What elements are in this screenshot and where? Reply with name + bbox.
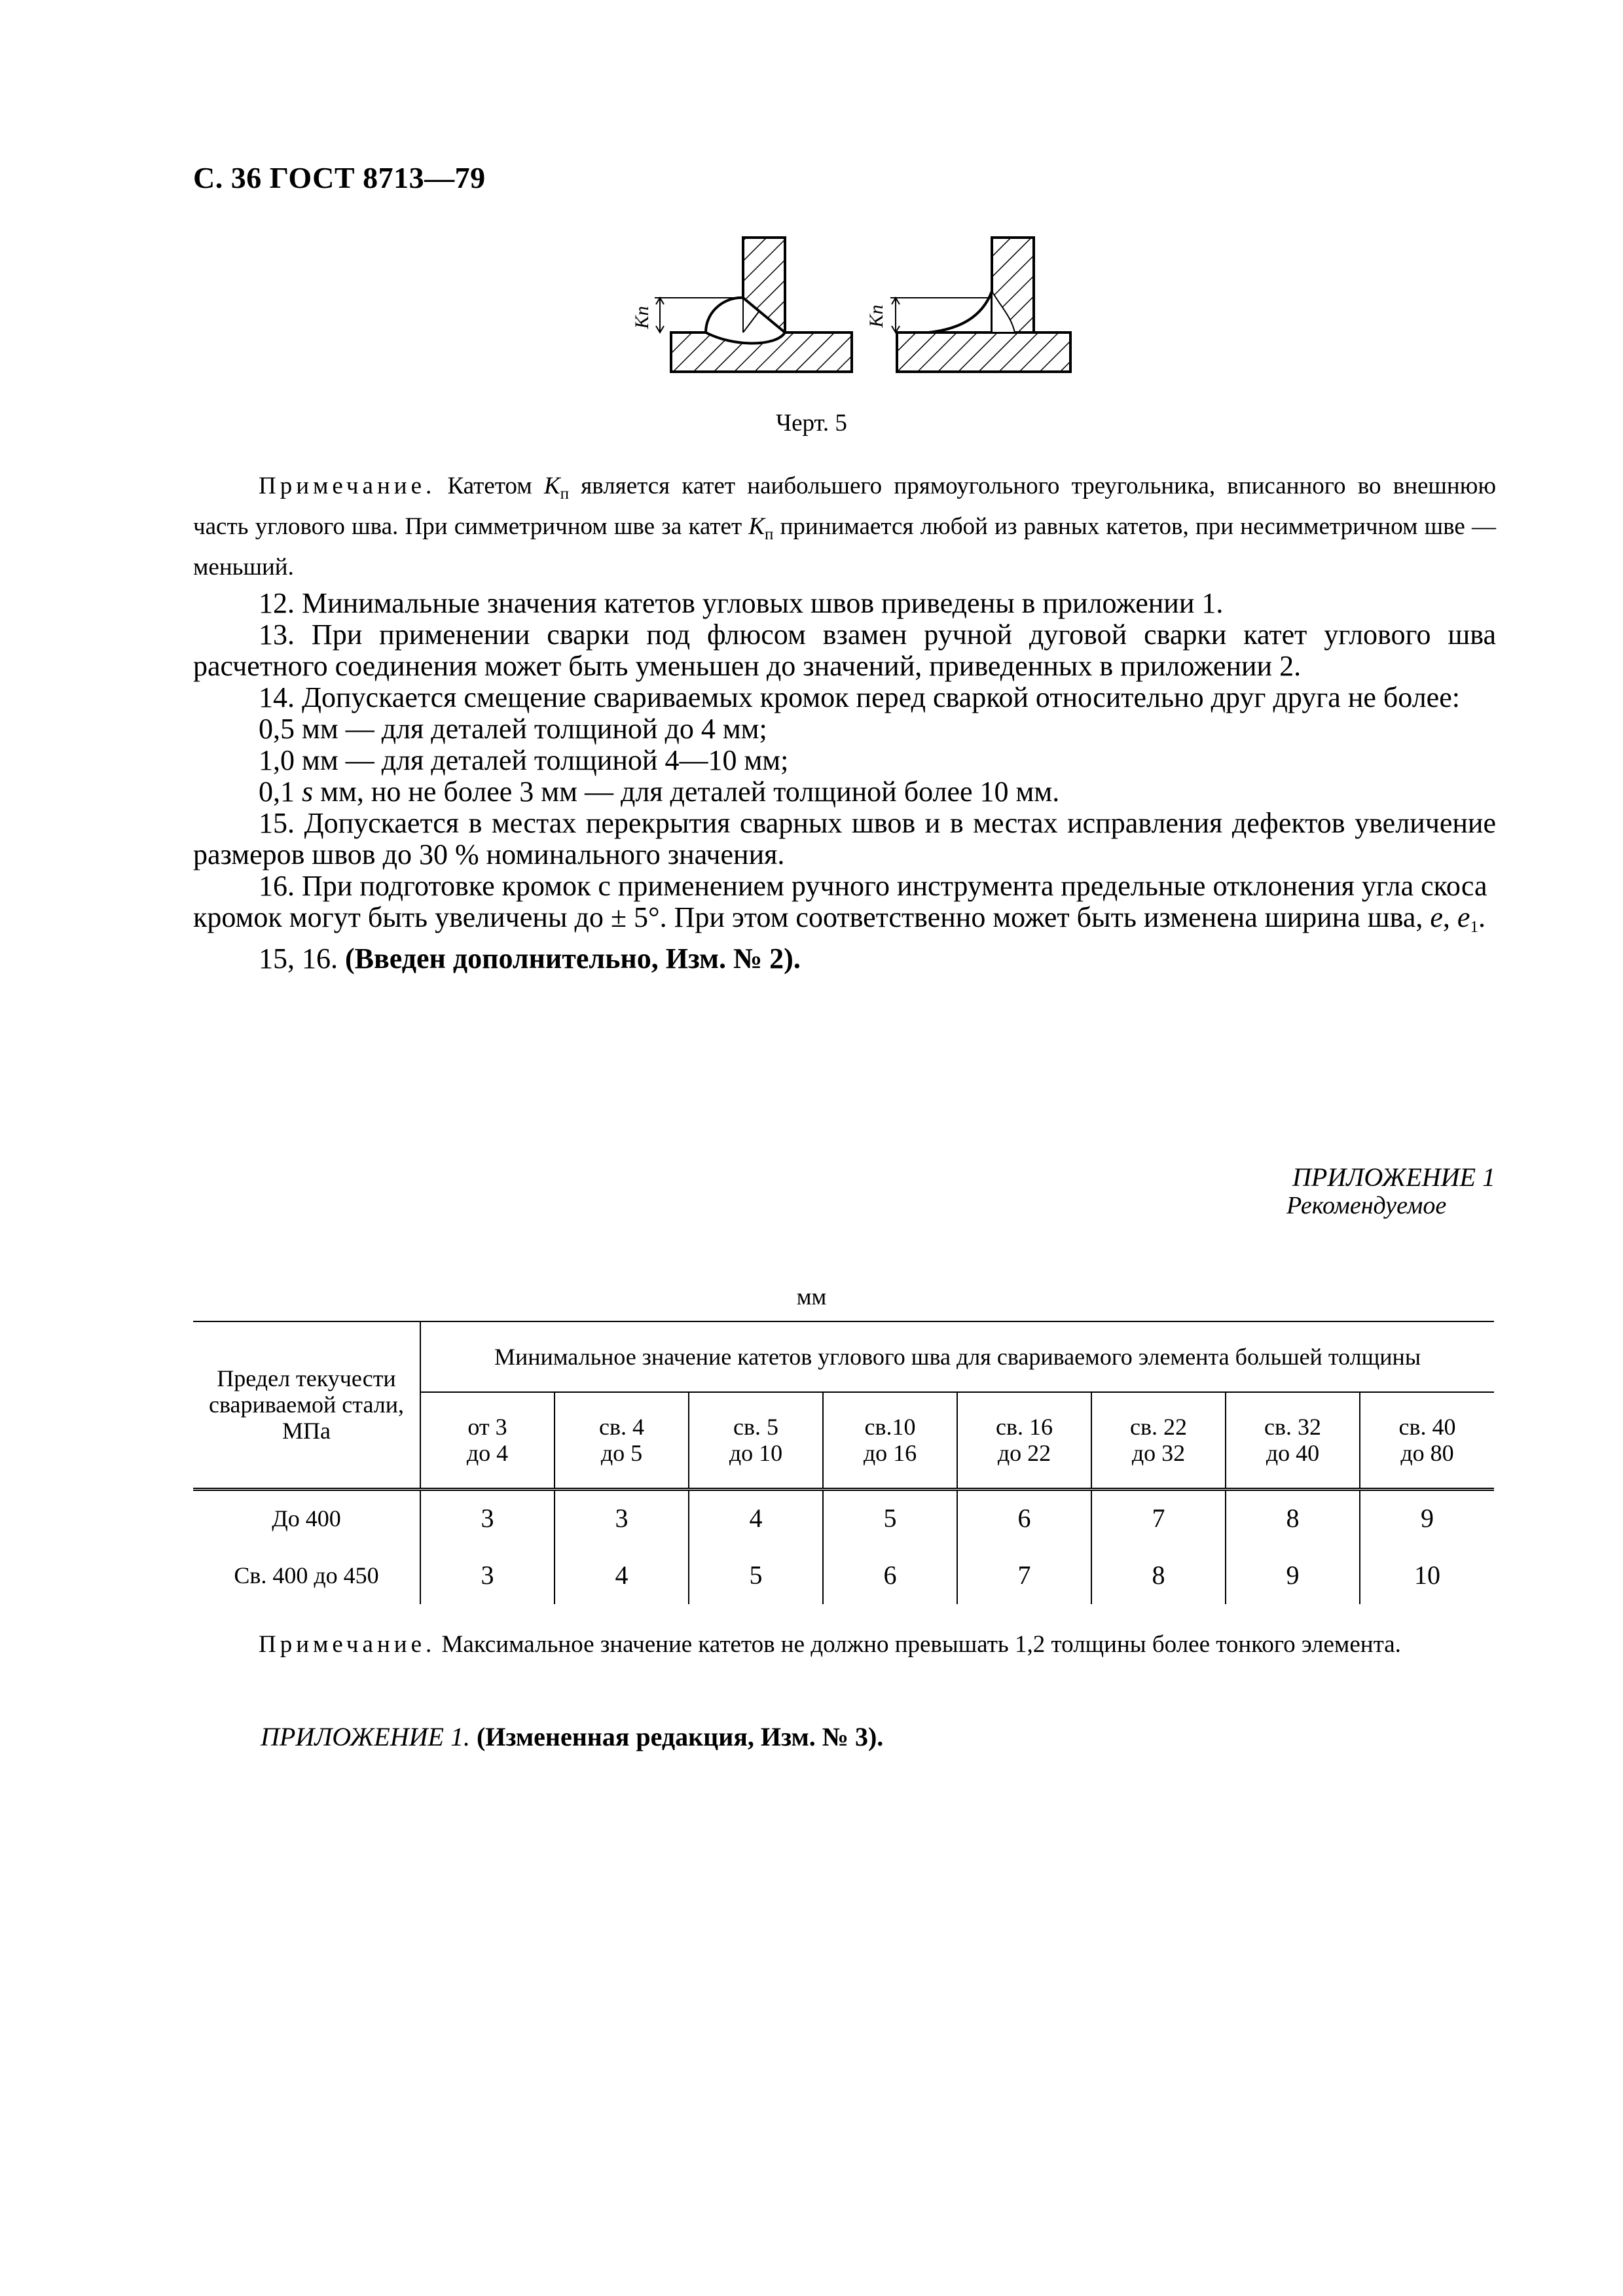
thickness-to: до 22	[997, 1440, 1051, 1467]
thickness-from: св. 4	[599, 1414, 644, 1441]
leg-value-cell: 7	[957, 1547, 1091, 1604]
clause-text: мм, но не более 3 мм — для деталей толщиной более 10 мм.	[313, 776, 1060, 808]
concave-weld-figure	[866, 238, 1070, 372]
clause-14: 14. Допускается смещение свариваемых кромок перед сваркой относительно друг друга не более:	[259, 681, 1460, 713]
leg-group-header: Минимальное значение катетов углового шва для свариваемого элемента большей толщины	[420, 1321, 1494, 1392]
period: .	[1478, 901, 1486, 933]
leg-value-cell: 8	[1226, 1489, 1360, 1547]
unit-label: мм	[796, 1283, 827, 1310]
thickness-from: от 3	[467, 1414, 507, 1441]
leg-value-cell: 10	[1414, 1560, 1440, 1590]
thickness-to: до 32	[1131, 1440, 1186, 1467]
clause-text: 16. При подготовке кромок с применением ручного инструмента предельные отклонения угла скоса кромок могут быть увеличены до ± 5°. При этом соответственно может быть изменена ширина шва,	[193, 870, 1487, 933]
thickness-to: до 5	[600, 1440, 643, 1467]
yield-strength-cell: Св. 400 до 450	[193, 1547, 420, 1604]
table-row	[193, 1547, 1494, 1604]
thickness-from: св. 22	[1130, 1414, 1187, 1441]
leg-value-cell: 8	[1091, 1547, 1226, 1604]
kn-label-right: Кп	[866, 304, 887, 328]
leg-value-cell: 9	[1226, 1547, 1360, 1604]
table-row	[193, 1489, 1494, 1547]
e-symbol: e	[1430, 901, 1443, 933]
yield-strength-header: Предел текучести свариваемой стали, МПа	[193, 1321, 420, 1489]
thickness-column-header	[420, 1392, 555, 1489]
clause-14-item: 1,0 мм — для деталей толщиной 4—10 мм;	[259, 744, 789, 776]
leg-value-cell: 5	[689, 1547, 823, 1604]
note-label: Примечание.	[259, 1631, 436, 1658]
e1-subscript: 1	[1470, 918, 1478, 936]
clause-15: 15. Допускается в местах перекрытия сварных швов и в местах исправления дефектов увеличение размеров швов до 30 % номинального значения.	[193, 807, 1496, 870]
leg-value-cell: 4	[689, 1489, 823, 1547]
leg-value-cell: 5	[823, 1489, 957, 1547]
clause-ref: 15, 16.	[259, 942, 345, 975]
kn-subscript: п	[765, 526, 774, 543]
thickness-column-header	[957, 1392, 1091, 1489]
clause-14-item: 0,5 мм — для деталей толщиной до 4 мм;	[259, 713, 767, 745]
s-symbol: s	[302, 776, 314, 808]
leg-value-cell: 3	[420, 1489, 555, 1547]
clause-16	[193, 870, 1496, 943]
separator: ,	[1442, 901, 1457, 933]
appendix-subtitle: Рекомендуемое	[1286, 1192, 1447, 1219]
thickness-from: св. 32	[1264, 1414, 1321, 1441]
thickness-from: св. 40	[1398, 1414, 1456, 1441]
thickness-to: до 10	[729, 1440, 783, 1467]
leg-value-cell: 6	[957, 1489, 1091, 1547]
note-text: является катет наибольшего прямоугольного треугольника, вписанного во внешнюю часть углового шва. При симметричном шве за катет	[193, 473, 1497, 540]
thickness-column-header	[689, 1392, 823, 1489]
thickness-to: до 4	[466, 1440, 509, 1467]
e1-symbol: e	[1457, 901, 1470, 933]
figure-caption: Черт. 5	[776, 410, 847, 437]
amendment-note: (Измененная редакция, Изм. № 3).	[476, 1722, 884, 1751]
thickness-column-header	[823, 1392, 957, 1489]
thickness-to: до 80	[1400, 1440, 1454, 1467]
kn-subscript: п	[560, 485, 569, 503]
convex-weld-figure	[631, 238, 852, 372]
clauses	[193, 588, 1496, 975]
weld-drawing	[629, 232, 1074, 403]
clause-13: 13. При применении сварки под флюсом взамен ручной дуговой сварки катет углового шва расчетного соединения может быть уменьшен до значений, приведенных в приложении 2.	[193, 619, 1496, 682]
leg-value-cell: 9	[1421, 1503, 1434, 1534]
kn-symbol: K	[748, 513, 765, 540]
clause-15-16-amendment	[193, 943, 1496, 975]
clause-12: 12. Минимальные значения катетов угловых швов приведены в приложении 1.	[259, 587, 1224, 619]
thickness-to: до 40	[1266, 1440, 1320, 1467]
thickness-column-header	[1226, 1392, 1360, 1489]
kn-symbol: K	[543, 473, 560, 499]
leg-value-cell: 3	[420, 1547, 555, 1604]
page-header: С. 36 ГОСТ 8713—79	[193, 161, 486, 194]
clause-text: 0,1	[259, 776, 302, 808]
thickness-column-header	[1360, 1392, 1494, 1489]
thickness-column-header	[1091, 1392, 1226, 1489]
amendment-note: (Введен дополнительно, Изм. № 2).	[345, 942, 801, 975]
note-label: Примечание.	[259, 473, 436, 499]
thickness-from: св.10	[864, 1414, 916, 1441]
leg-value-cell: 3	[555, 1489, 689, 1547]
leg-value-cell: 7	[1091, 1489, 1226, 1547]
note-text: Максимальное значение катетов не должно превышать 1,2 толщины более тонкого элемента.	[435, 1631, 1401, 1658]
thickness-from: св. 5	[733, 1414, 778, 1441]
appendix-ref: ПРИЛОЖЕНИЕ 1.	[261, 1722, 470, 1751]
kn-label-left: Кп	[631, 306, 653, 329]
thickness-from: св. 16	[996, 1414, 1053, 1441]
note-text: Катетом	[435, 473, 544, 499]
thickness-column-header	[555, 1392, 689, 1489]
yield-strength-cell: До 400	[193, 1489, 420, 1547]
leg-value-cell: 4	[555, 1547, 689, 1604]
appendix-amendment	[261, 1721, 883, 1752]
note-text: принимается любой из равных катетов, при несимметричном шве — меньший.	[193, 513, 1496, 581]
clause-14-item	[193, 776, 1496, 808]
min-leg-table	[193, 1321, 1494, 1604]
table-note	[193, 1628, 1496, 1661]
appendix-title: ПРИЛОЖЕНИЕ 1	[1292, 1162, 1495, 1192]
leg-value-cell: 6	[823, 1547, 957, 1604]
thickness-to: до 16	[863, 1440, 917, 1467]
figure-note	[193, 470, 1496, 584]
